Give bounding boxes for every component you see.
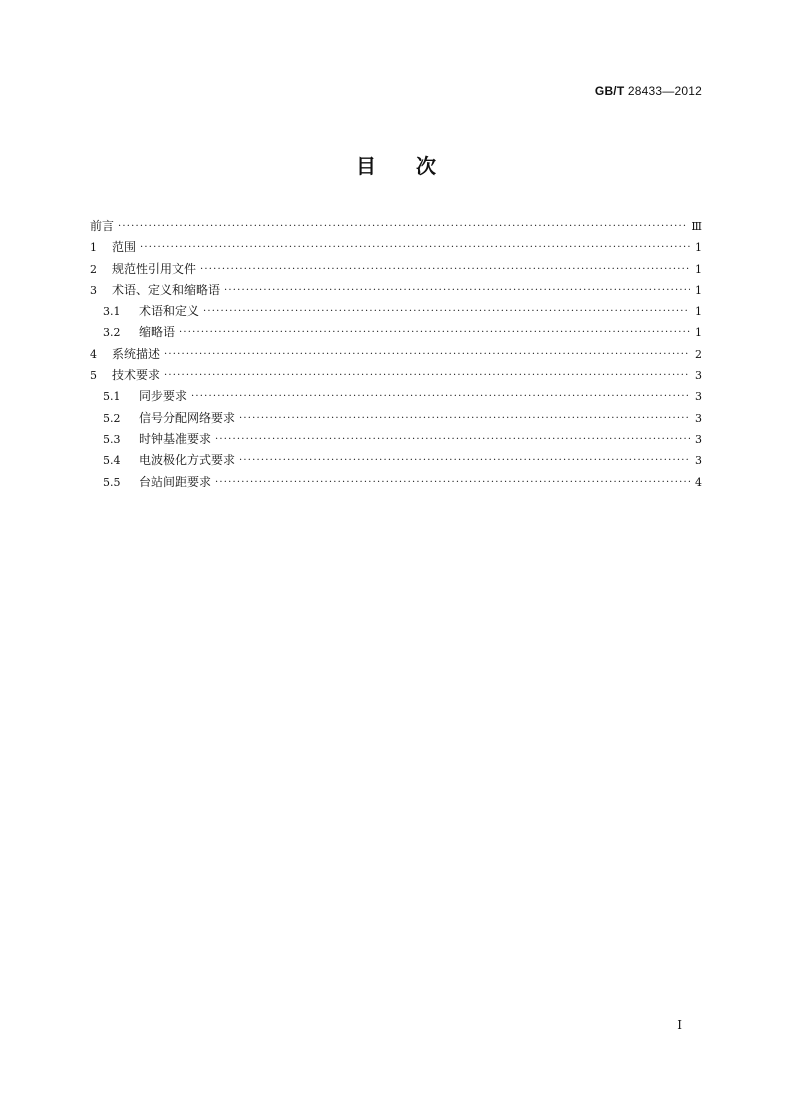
toc-leader-dots xyxy=(224,280,690,301)
toc-entry-label: 信号分配网络要求 xyxy=(139,410,236,425)
toc-leader-dots xyxy=(239,408,690,429)
toc-entry-label: 电波极化方式要求 xyxy=(139,453,236,468)
toc-entry-page: 1 xyxy=(695,283,702,297)
toc-entry-label: 规范性引用文件 xyxy=(112,261,197,276)
toc-entry-label: 范围 xyxy=(112,240,137,255)
toc-entry-page: 1 xyxy=(695,241,702,255)
toc-entry-page: 1 xyxy=(695,262,702,276)
toc-entry-number: 5 xyxy=(90,369,97,383)
toc-entry-number: 1 xyxy=(90,241,97,255)
toc-entry-label: 技术要求 xyxy=(112,368,161,383)
toc-entry-page: 2 xyxy=(695,347,702,361)
toc-entry-label: 系统描述 xyxy=(112,346,161,361)
toc-entry-number: 5.1 xyxy=(103,390,121,404)
toc-entry-page: 3 xyxy=(695,411,702,425)
toc-entry-5-1[interactable] xyxy=(90,386,702,407)
toc-leader-dots xyxy=(164,344,690,365)
page-header xyxy=(595,84,702,98)
toc-entry-3-1[interactable] xyxy=(90,301,702,322)
toc-entry-number: 5.4 xyxy=(103,454,121,468)
toc-entry-label: 术语、定义和缩略语 xyxy=(112,282,221,297)
toc-entry-label: 术语和定义 xyxy=(139,304,200,319)
toc-entry-page: 3 xyxy=(695,432,702,446)
toc-entry-5[interactable] xyxy=(90,365,702,386)
toc-title-char-1: 目 xyxy=(356,154,376,178)
toc-entry-number: 5.2 xyxy=(103,411,121,425)
toc-entry-page: Ⅲ xyxy=(691,220,702,233)
toc-entry-4[interactable] xyxy=(90,344,702,365)
toc-entry-3-2[interactable] xyxy=(90,322,702,343)
toc-entry-1[interactable] xyxy=(90,237,702,258)
toc-leader-dots xyxy=(203,301,690,322)
toc-entry-number: 5.3 xyxy=(103,432,121,446)
toc-entry-number: 3.2 xyxy=(103,326,121,340)
toc-entry-number: 2 xyxy=(90,262,97,276)
standard-number: 28433—2012 xyxy=(627,84,702,98)
toc-title-char-2: 次 xyxy=(416,154,436,178)
toc-entry-5-2[interactable] xyxy=(90,408,702,429)
toc-entry-3[interactable] xyxy=(90,280,702,301)
toc-leader-dots xyxy=(164,365,690,386)
toc-leader-dots xyxy=(215,429,690,450)
toc-entry-page: 1 xyxy=(695,305,702,319)
toc-entry-5-4[interactable] xyxy=(90,450,702,471)
toc-entry-page: 3 xyxy=(695,454,702,468)
toc-entry-page: 3 xyxy=(695,369,702,383)
toc-leader-dots xyxy=(179,322,690,343)
toc-entry-label: 前言 xyxy=(90,219,115,233)
standard-prefix: GB/T xyxy=(594,84,625,98)
toc-list xyxy=(90,216,702,493)
toc-entry-number: 4 xyxy=(90,347,97,361)
toc-entry-foreword[interactable] xyxy=(90,216,702,237)
toc-entry-5-3[interactable] xyxy=(90,429,702,450)
toc-entry-label: 台站间距要求 xyxy=(139,474,212,489)
toc-entry-number: 3 xyxy=(90,283,97,297)
toc-entry-label: 缩略语 xyxy=(139,325,176,340)
toc-leader-dots xyxy=(118,216,687,237)
toc-entry-label: 同步要求 xyxy=(139,389,188,404)
toc-entry-label: 时钟基准要求 xyxy=(139,431,212,446)
toc-leader-dots xyxy=(191,386,690,407)
toc-entry-page: 4 xyxy=(695,475,702,489)
toc-leader-dots xyxy=(140,237,690,258)
toc-entry-page: 1 xyxy=(695,326,702,340)
page-number: Ⅰ xyxy=(677,1018,682,1032)
toc-entry-number: 5.5 xyxy=(103,475,121,489)
toc-entry-2[interactable] xyxy=(90,259,702,280)
toc-leader-dots xyxy=(239,450,690,471)
toc-entry-number: 3.1 xyxy=(103,305,121,319)
toc-entry-5-5[interactable] xyxy=(90,472,702,493)
toc-leader-dots xyxy=(200,259,690,280)
toc-leader-dots xyxy=(215,472,690,493)
toc-title xyxy=(0,150,792,179)
toc-entry-page: 3 xyxy=(695,390,702,404)
